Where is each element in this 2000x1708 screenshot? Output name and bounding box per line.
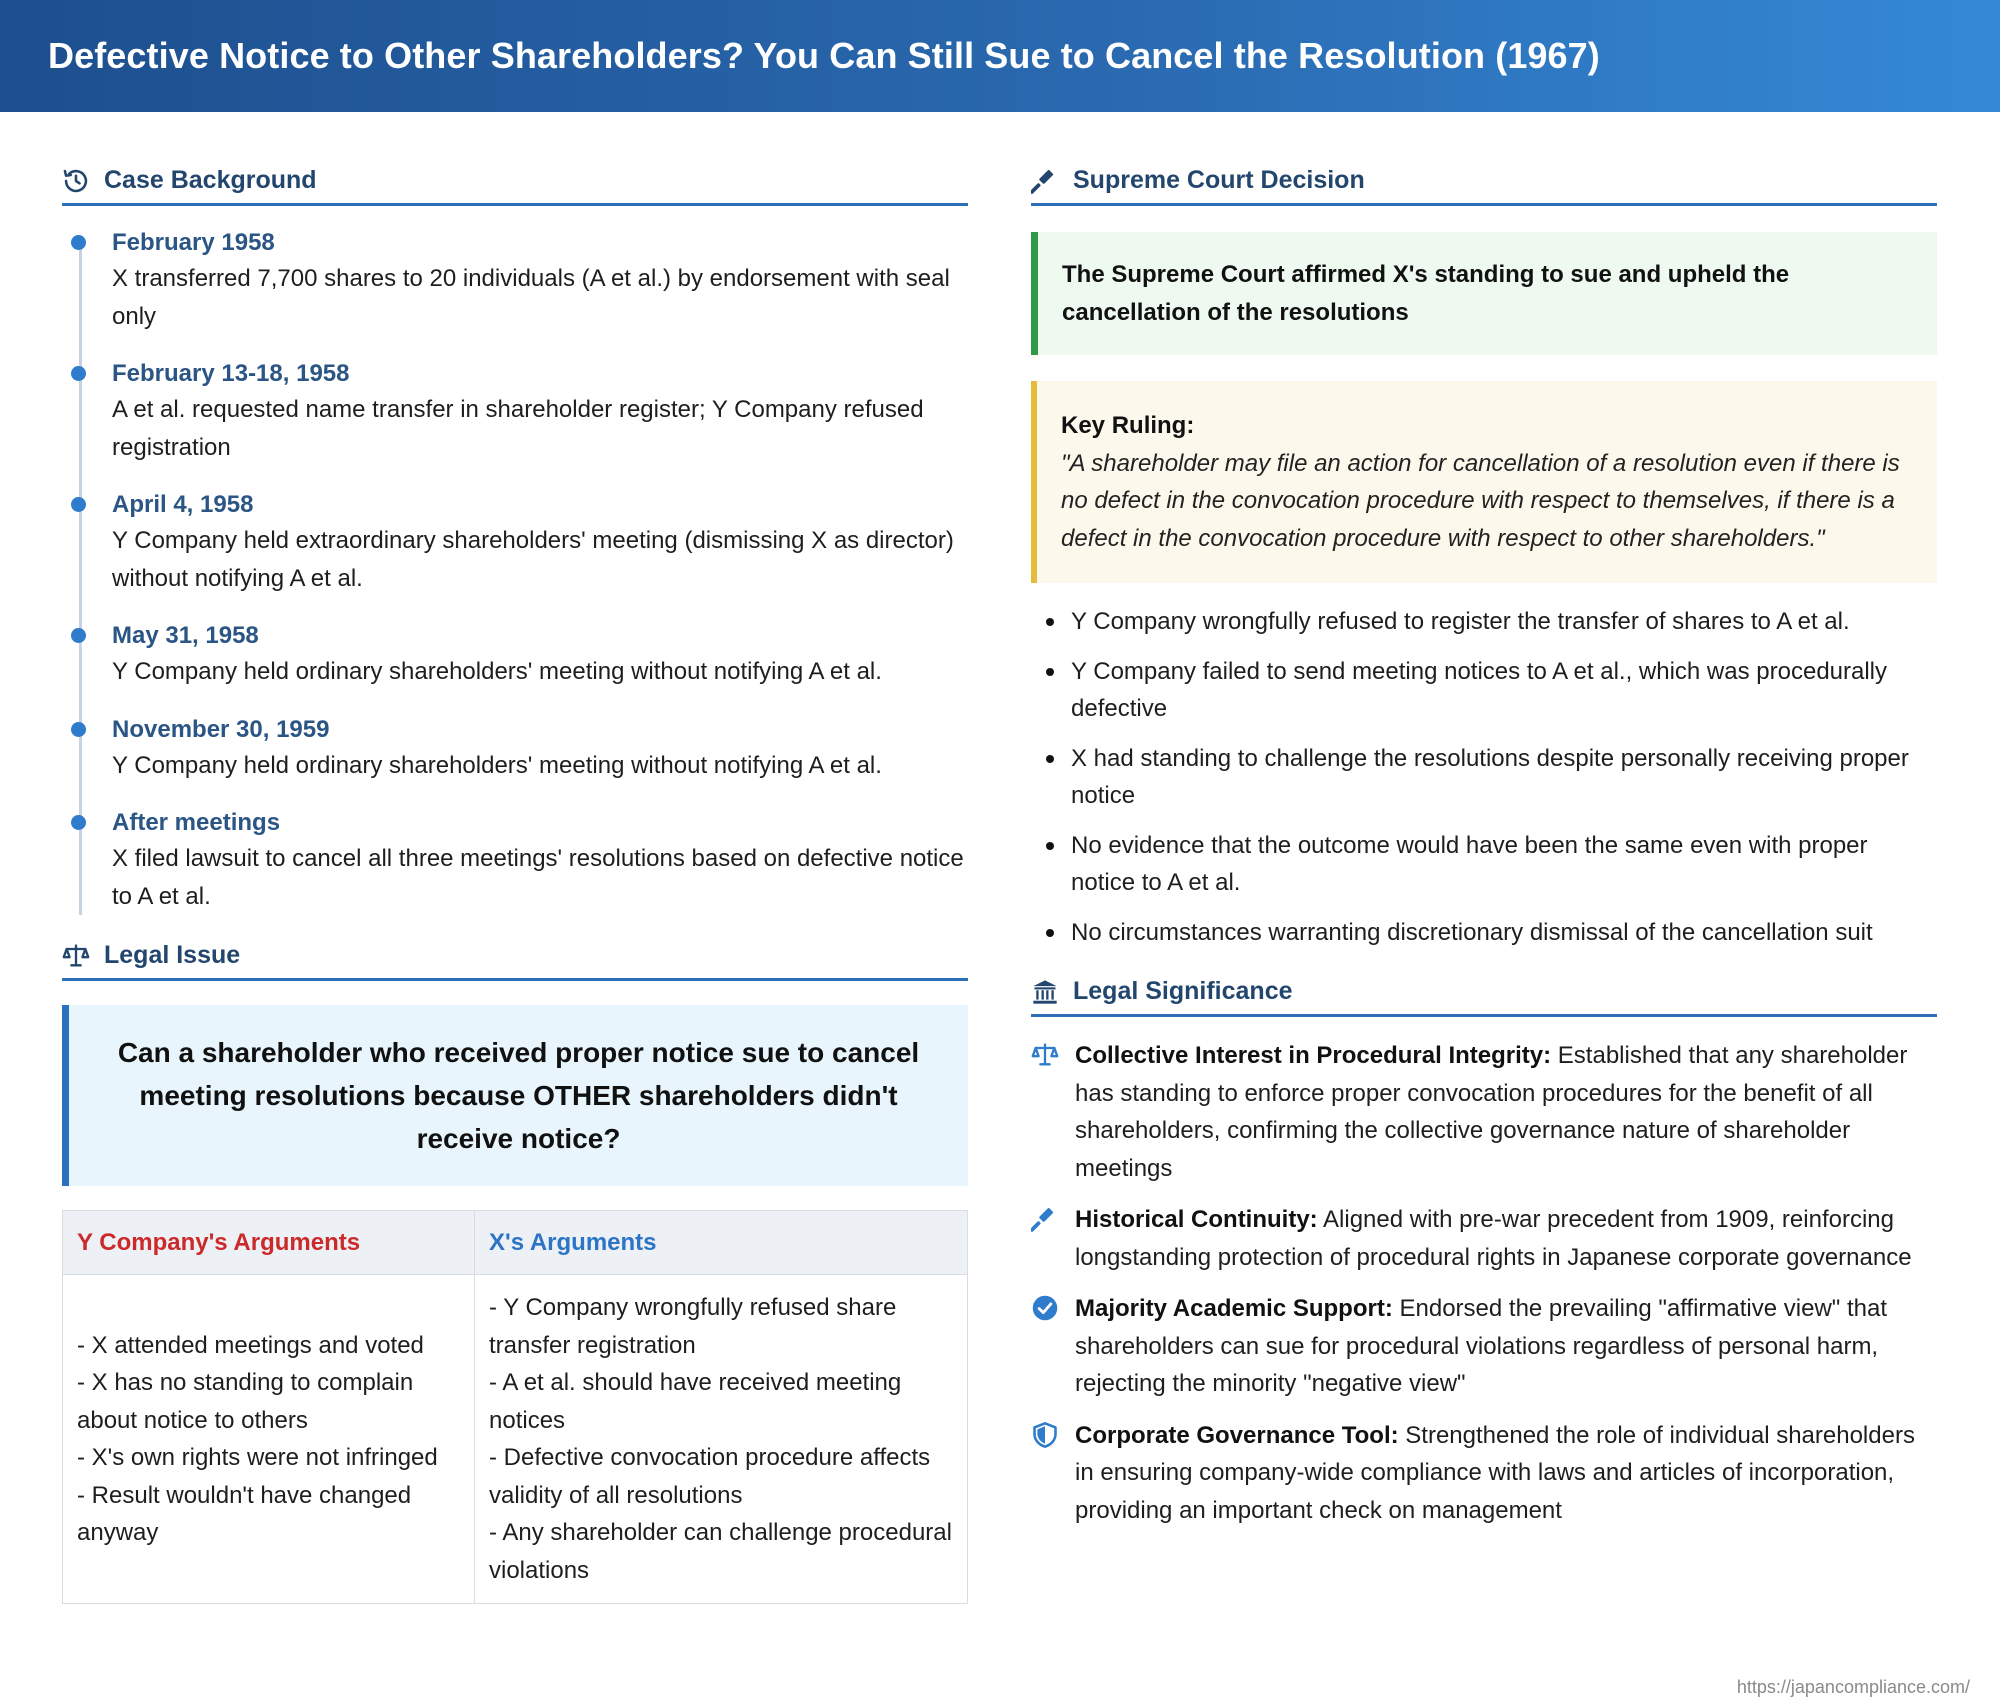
key-ruling-box (1031, 381, 1937, 583)
page-title: Defective Notice to Other Shareholders? You Can Still Sue to Cancel the Resolution (1967) (48, 35, 1600, 76)
significance-text (1075, 1290, 1937, 1403)
timeline-text: X filed lawsuit to cancel all three meetings' resolutions based on defective notice to A et al. (112, 845, 964, 910)
significance-list (1031, 1037, 1937, 1529)
significance-header (1031, 969, 1937, 1017)
table-header-row (63, 1211, 968, 1275)
y-argument: - Result wouldn't have changed anyway (77, 1481, 412, 1546)
x-argument: - A et al. should have received meeting notices (489, 1369, 902, 1434)
significance-desc: Established that any shareholder has standing to enforce proper convocation procedures for the benefit of all shareholders, confirming the collective governance nature of shareholder meetings (1075, 1042, 1908, 1182)
timeline-date: After meetings (112, 809, 281, 836)
x-argument: - Y Company wrongfully refused share transfer registration (489, 1294, 897, 1359)
x-arguments-header: X's Arguments (475, 1211, 968, 1275)
y-arguments-header: Y Company's Arguments (63, 1211, 475, 1275)
gavel-icon (1031, 167, 1059, 195)
list-item: No evidence that the outcome would have been the same even with proper notice to A et al. (1043, 827, 1937, 902)
decision-header (1031, 158, 1937, 206)
timeline-dot (71, 235, 86, 250)
significance-label: Collective Interest in Procedural Integrity: (1075, 1042, 1552, 1069)
significance-item (1031, 1290, 1937, 1403)
timeline (62, 226, 968, 915)
timeline-date: April 4, 1958 (112, 491, 254, 518)
case-background-title: Case Background (104, 166, 317, 194)
key-ruling-quote: "A shareholder may file an action for cancellation of a resolution even if there is no defect in the convocation procedure with respect to themselves, if there is a defect in the convocation procedure with respect to other shareholders." (1061, 449, 1900, 552)
x-arguments-cell (475, 1275, 968, 1604)
timeline-dot (71, 815, 86, 830)
key-ruling-label: Key Ruling: (1061, 412, 1195, 439)
significance-label: Majority Academic Support: (1075, 1295, 1393, 1322)
significance-desc: Endorsed the prevailing "affirmative view" that shareholders can sue for procedural violations regardless of personal harm, rejecting the minority "negative view" (1075, 1295, 1888, 1397)
page-header (0, 0, 2000, 112)
list-item: Y Company wrongfully refused to register the transfer of shares to A et al. (1043, 603, 1937, 641)
significance-label: Corporate Governance Tool: (1075, 1421, 1399, 1449)
x-argument: - Any shareholder can challenge procedural violations (489, 1519, 952, 1584)
timeline-date: February 1958 (112, 229, 275, 256)
check-badge-icon (1031, 1294, 1061, 1324)
right-column (1031, 158, 1937, 1543)
timeline-item (112, 713, 968, 785)
list-item: No circumstances warranting discretionary dismissal of the cancellation suit (1043, 914, 1937, 952)
case-background-header (62, 158, 968, 206)
decision-summary: The Supreme Court affirmed X's standing to sue and upheld the cancellation of the resolutions (1031, 232, 1937, 355)
left-column (62, 158, 968, 1604)
significance-item (1031, 1037, 1937, 1187)
courthouse-icon (1031, 978, 1059, 1006)
timeline-dot (71, 628, 86, 643)
timeline-text: X transferred 7,700 shares to 20 individuals (A et al.) by endorsement with seal only (112, 265, 950, 330)
arguments-table (62, 1210, 968, 1604)
legal-question: Can a shareholder who received proper notice sue to cancel meeting resolutions because OTHER shareholders didn't receive notice? (62, 1005, 968, 1186)
timeline-text: A et al. requested name transfer in shareholder register; Y Company refused registration (112, 396, 924, 461)
timeline-date: May 31, 1958 (112, 622, 259, 649)
y-argument: - X attended meetings and voted (77, 1331, 424, 1359)
timeline-item (112, 357, 968, 466)
y-argument: - X has no standing to complain about notice to others (77, 1369, 414, 1434)
timeline-dot (71, 722, 86, 737)
significance-text (1075, 1201, 1937, 1276)
significance-item (1031, 1201, 1937, 1276)
timeline-text: Y Company held ordinary shareholders' meeting without notifying A et al. (112, 751, 882, 779)
significance-item (1031, 1417, 1937, 1530)
x-argument: - Defective convocation procedure affects validity of all resolutions (489, 1444, 931, 1509)
significance-desc: Strengthened the role of individual shareholders in ensuring company-wide compliance with laws and articles of incorporation, providing an important check on management (1075, 1421, 1915, 1524)
table-row (63, 1275, 968, 1604)
legal-issue-title: Legal Issue (104, 941, 241, 969)
significance-desc: Aligned with pre-war precedent from 1909, reinforcing longstanding protection of procedural rights in Japanese corporate governance (1075, 1206, 1912, 1271)
footer-url: https://japancompliance.com/ (1736, 1677, 1970, 1697)
significance-label: Historical Continuity: (1075, 1206, 1318, 1233)
timeline-text: Y Company held extraordinary shareholders' meeting (dismissing X as director) without notifying A et al. (112, 527, 954, 592)
timeline-dot (71, 497, 86, 512)
timeline-line (79, 238, 82, 915)
timeline-item (112, 226, 968, 335)
y-argument: - X's own rights were not infringed (77, 1444, 438, 1471)
decision-points (1031, 603, 1937, 951)
legal-issue-header (62, 933, 968, 981)
list-item: X had standing to challenge the resolutions despite personally receiving proper notice (1043, 740, 1937, 815)
list-item: Y Company failed to send meeting notices to A et al., which was procedurally defective (1043, 653, 1937, 728)
scales-icon (1031, 1041, 1061, 1071)
decision-title: Supreme Court Decision (1073, 166, 1365, 194)
timeline-item (112, 488, 968, 597)
shield-icon (1031, 1421, 1061, 1451)
timeline-item (112, 806, 968, 915)
y-arguments-cell (63, 1275, 475, 1604)
scales-icon (62, 942, 90, 970)
timeline-text: Y Company held ordinary shareholders' meeting without notifying A et al. (112, 658, 882, 685)
timeline-item (112, 619, 968, 691)
timeline-dot (71, 366, 86, 381)
significance-text (1075, 1417, 1937, 1530)
significance-title: Legal Significance (1073, 977, 1293, 1005)
significance-text (1075, 1037, 1937, 1187)
gavel-icon (1031, 1205, 1061, 1235)
history-icon (62, 167, 90, 195)
timeline-date: November 30, 1959 (112, 715, 330, 743)
timeline-date: February 13-18, 1958 (112, 360, 350, 387)
